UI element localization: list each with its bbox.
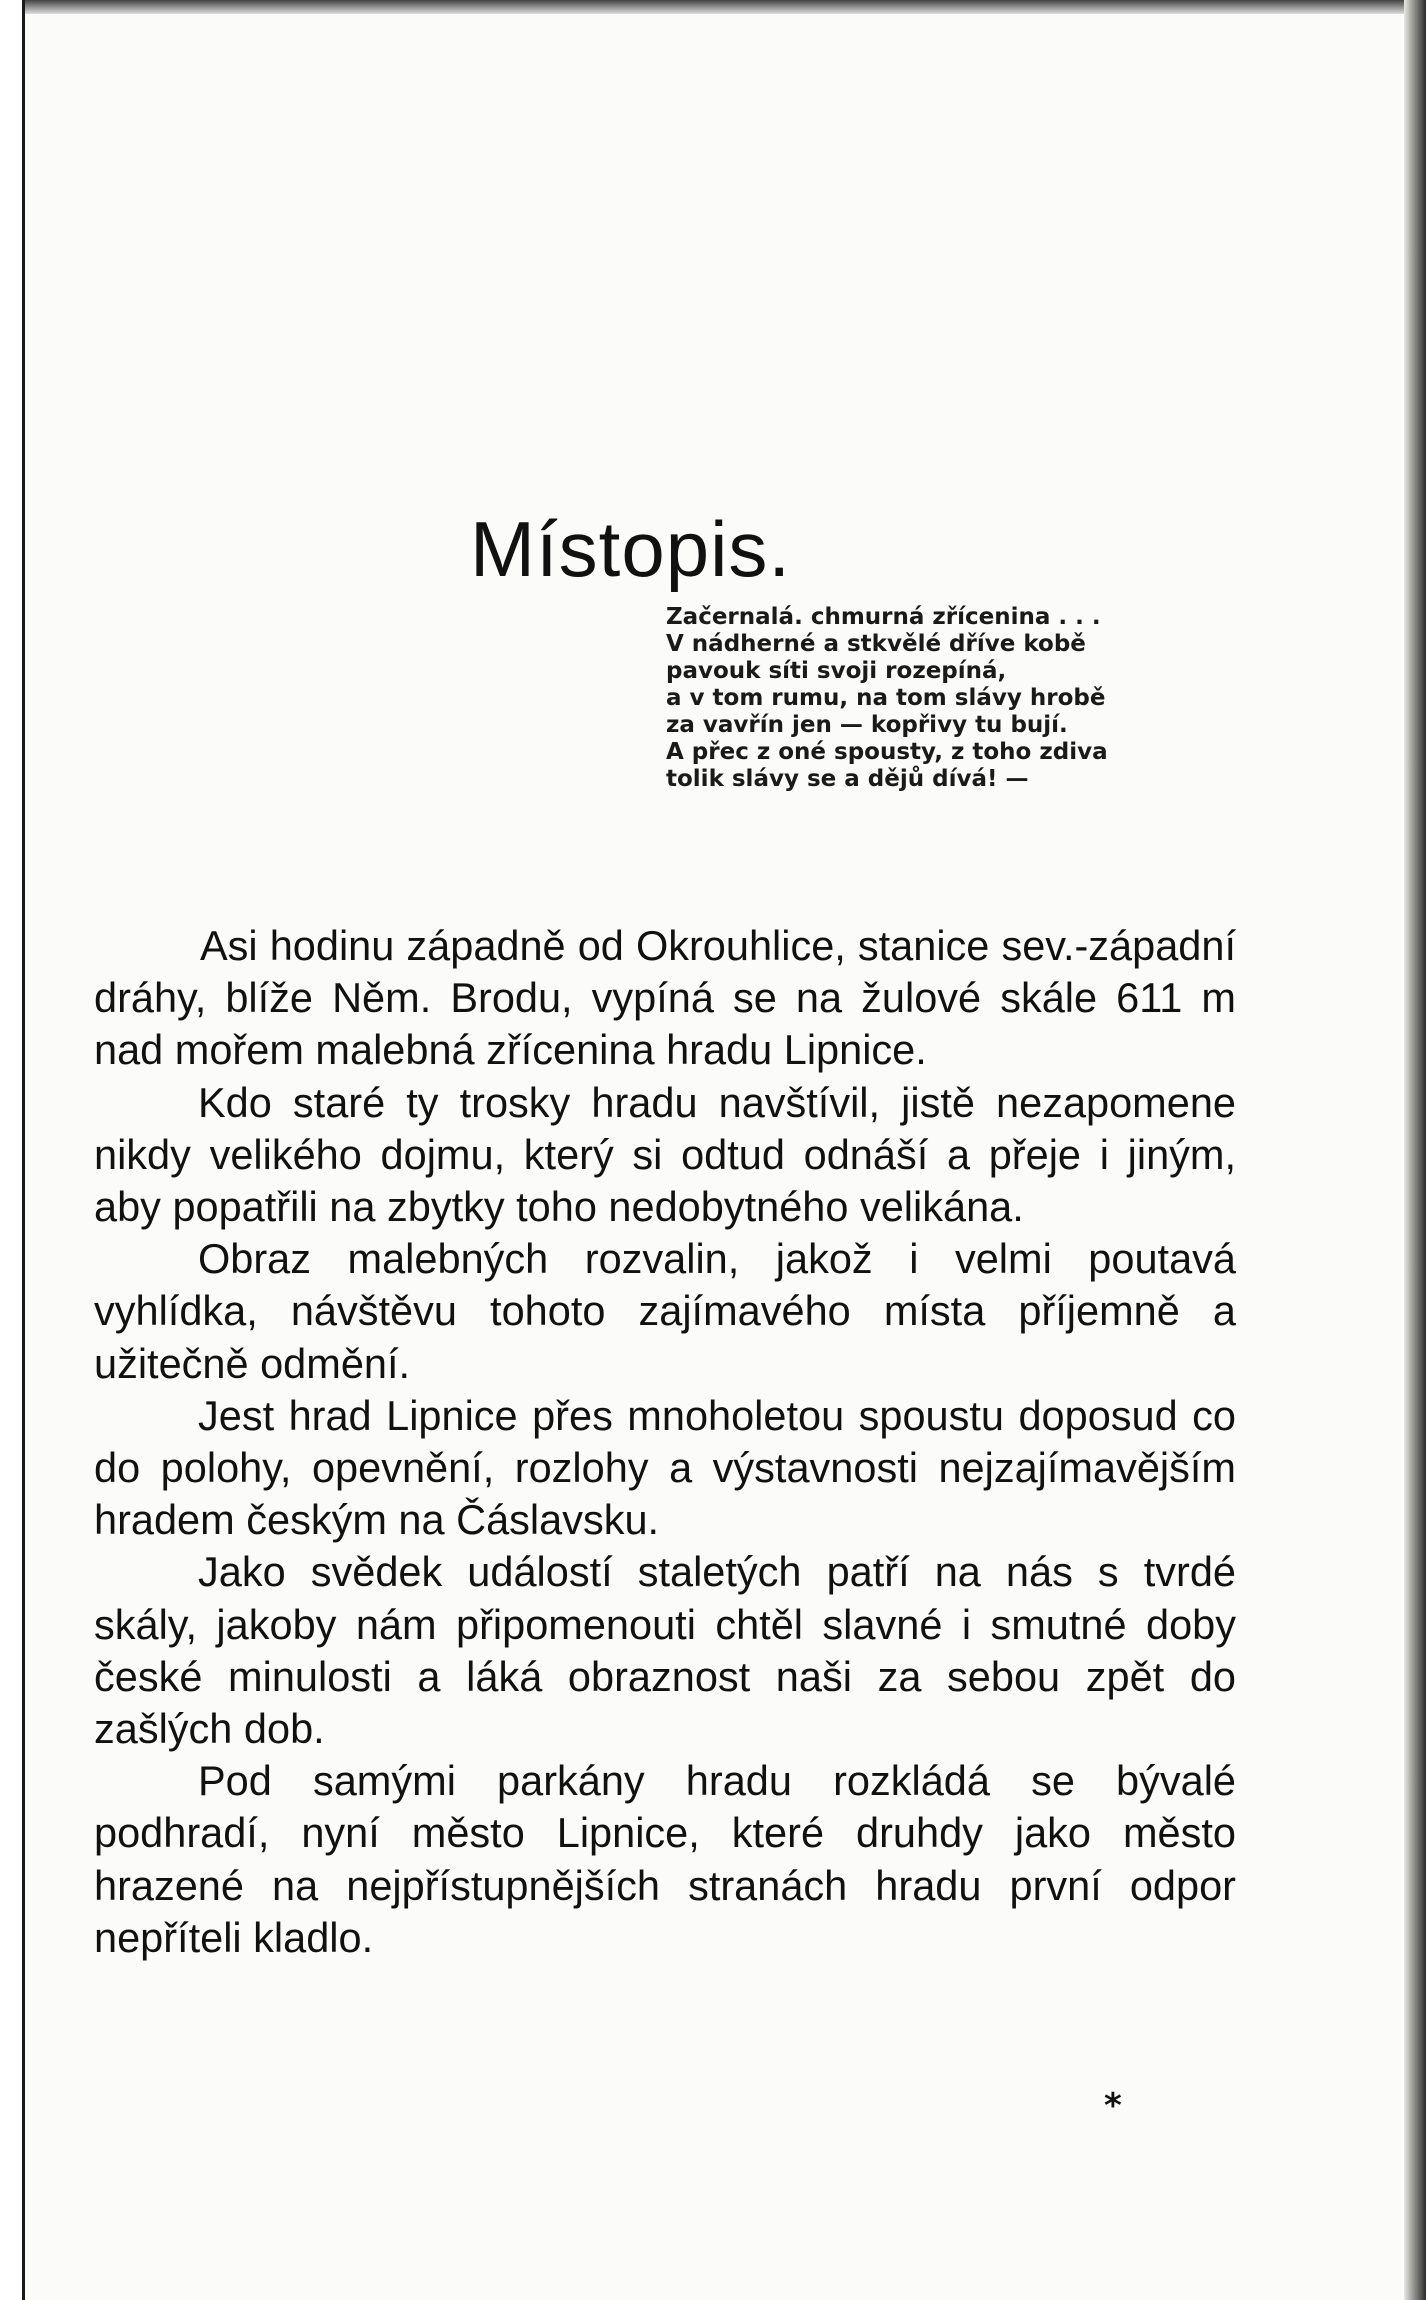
page-top-edge [0,0,1426,14]
body-text [94,920,1236,1964]
epigraph-poem [666,604,1286,793]
epigraph-line: za vavřín jen — kopřivy tu bují. [666,712,1068,738]
epigraph-line: A přec z oné spousty, z toho zdiva [666,739,1108,765]
paragraph: Jest hrad Lipnice přes mnoholetou spoustu doposud co do polohy, opevnění, rozlohy a výstavnosti nejzajímavějším hradem českým na Čáslavsku. [94,1391,1236,1544]
epigraph-line: pavouk síti svoji rozepíná, [666,658,1007,684]
paragraph: Kdo staré ty trosky hradu navštívil, jistě nezapomene nikdy velikého dojmu, který si odtud odnáší a přeje i jiným, aby popatřili na zbytky toho nedobytného velikána. [94,1078,1236,1231]
paragraph: Obraz malebných rozvalin, jakož i velmi poutavá vyhlídka, návštěvu tohoto zajímavého místa příjemně a užitečně odmění. [94,1235,1236,1387]
epigraph-line: Začernalá. chmurná zřícenina . . . [666,604,1101,630]
epigraph-line: tolik slávy se a dějů dívá! — [666,766,1029,792]
page-left-edge [0,0,25,2300]
page-title: Místopis. [470,505,792,594]
page-right-edge [1404,0,1426,2300]
paragraph: Pod samými parkány hradu rozkládá se bývalé podhradí, nyní město Lipnice, které druhdy jako město hrazené na nejpřístupnějších stranách hradu první odpor nepříteli kladlo. [94,1757,1236,1961]
paragraph: Jako svědek událostí staletých patří na nás s tvrdé skály, jakoby nám připomenouti chtěl slavné i smutné doby české minulosti a láká obraznost naši za sebou zpět do zašlých dob. [94,1548,1236,1753]
asterisk-ornament: * [1104,2086,1122,2126]
epigraph-line: V nádherné a stkvělé dříve kobě [666,631,1086,657]
paragraph: Asi hodinu západně od Okrouhlice, stanice sev.-západní dráhy, blíže Něm. Brodu, vypíná se na žulové skále 611 m nad mořem malebná zřícenina hradu Lipnice. [94,922,1236,1074]
epigraph-line: a v tom rumu, na tom slávy hrobě [666,685,1106,711]
